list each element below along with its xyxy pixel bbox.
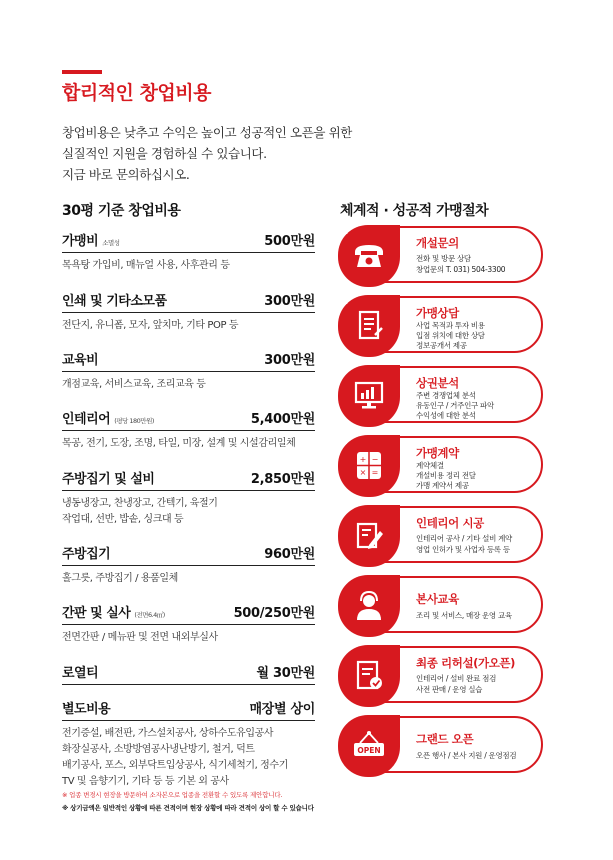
step-title: 인테리어 시공 [416, 516, 484, 530]
cost-desc: 개점교육, 서비스교육, 조리교육 등 [62, 379, 206, 390]
checklist-icon [351, 659, 387, 692]
step-title: 상권분석 [416, 376, 459, 390]
svg-text:×: × [359, 468, 367, 477]
step-desc: 입점 위치에 대한 상담 [416, 331, 485, 340]
cost-price: 300만원 [264, 294, 315, 309]
cost-item-signage [62, 602, 315, 646]
process-step-5 [339, 506, 543, 563]
cost-price: 500/250만원 [233, 606, 315, 621]
cost-desc: TV 및 음향기기, 기타 등 등 기본 외 공사 [62, 776, 229, 787]
cost-price: 매장별 상이 [249, 702, 315, 717]
open-sign-icon [351, 729, 387, 762]
cost-desc: 전면간판 / 메뉴판 및 전면 내외부실사 [62, 632, 218, 643]
cost-item-interior [62, 408, 315, 452]
cost-desc: 냉동냉장고, 찬냉장고, 간텍기, 육절기 [62, 498, 218, 509]
process-step-8 [339, 716, 543, 773]
phone-icon [351, 239, 387, 272]
step-desc: 사업 목적과 투자 비용 [416, 321, 485, 330]
design-pencil-icon [351, 519, 387, 552]
cost-name: 교육비 [62, 353, 99, 368]
step-desc: 인테리어 / 설비 완료 점검 [416, 674, 497, 683]
cost-name: 인쇄 및 기타소모품 [62, 294, 167, 309]
cost-price: 5,400만원 [250, 412, 315, 427]
step-title: 가맹상담 [416, 306, 459, 320]
step-desc: 인테리어 공사 / 기타 설비 계약 [416, 534, 512, 543]
step-desc: 사전 판매 / 운영 실습 [416, 685, 483, 694]
cost-item-printing [62, 290, 315, 334]
step-number: 6 [343, 578, 348, 586]
open-sign-text: OPEN [357, 746, 381, 755]
step-number: 3 [343, 368, 348, 376]
step-number: 2 [343, 298, 348, 306]
cost-desc: 배기공사, 포스, 외부닥트입상공사, 식기세척기, 정수기 [62, 760, 288, 771]
process-step-2 [339, 296, 543, 353]
cost-name: 인테리어 (평당 180만원) [62, 412, 154, 427]
process-step-6 [339, 576, 543, 633]
process-heading: 체계적 · 성공적 가맹절차 [340, 203, 489, 219]
step-desc: 계약체결 [416, 461, 444, 470]
footnote-2: ※ 상기금액은 일반적인 상황에 따른 견적이며 현장 상황에 따라 견적이 상이 할 수 있습니다 [62, 804, 314, 812]
cost-note: (전면6.4㎡) [134, 611, 165, 619]
step-badge [338, 225, 400, 287]
step-badge [338, 365, 400, 427]
cost-item-royalty [62, 662, 315, 685]
step-badge [338, 435, 400, 497]
intro-line: 실질적인 지원을 경험하실 수 있습니다. [62, 146, 267, 161]
intro-text [62, 122, 352, 185]
cost-name: 가맹비 소멸성 [62, 234, 120, 249]
step-desc: 가맹 계약서 제공 [416, 481, 469, 490]
footnote-1: ※ 업종 변경시 현장을 방문하여 소자본으로 업종을 전환할 수 있도록 제안합니다. [62, 791, 283, 799]
intro-line: 지금 바로 문의하십시오. [62, 167, 190, 182]
cost-price: 960만원 [264, 547, 315, 562]
cost-name: 주방집기 [62, 547, 111, 562]
cost-desc: 화장실공사, 소방방염공사냉난방기, 철거, 덕트 [62, 744, 255, 755]
cost-price: 2,850만원 [250, 472, 315, 487]
cost-price: 300만원 [264, 353, 315, 368]
step-title: 최종 리허설(가오픈) [416, 656, 515, 670]
step-desc: 오픈 행사 / 본사 지원 / 운영점검 [416, 751, 517, 760]
cost-desc: 작업대, 선반, 밥솥, 싱크대 등 [62, 514, 184, 525]
cost-item-kitchen-equipment [62, 468, 315, 528]
cost-name: 별도비용 [62, 702, 111, 717]
step-title: 가맹계약 [416, 446, 459, 460]
cost-name: 로열티 [62, 666, 99, 681]
step-number: 1 [343, 228, 348, 236]
step-number: 4 [343, 438, 348, 446]
step-desc: 전화 및 방문 상담 [416, 254, 471, 263]
cost-name: 주방집기 및 설비 [62, 472, 155, 487]
cost-price: 월 30만원 [256, 666, 315, 681]
step-desc: 수익성에 대한 분석 [416, 411, 476, 420]
intro-line: 창업비용은 낮추고 수익은 높이고 성공적인 오픈을 위한 [62, 125, 352, 140]
monitor-chart-icon [351, 379, 387, 412]
cost-desc: 전기증설, 배전판, 가스설치공사, 상하수도유입공사 [62, 728, 274, 739]
person-headset-icon [351, 589, 387, 622]
step-desc: 영업 인허가 및 사업자 등록 등 [416, 545, 510, 554]
step-number: 8 [343, 718, 348, 726]
step-desc: 개설비용 정리 전달 [416, 471, 476, 480]
calculator-icon [351, 449, 387, 482]
step-number: 5 [343, 508, 348, 516]
title-accent-bar [62, 70, 102, 74]
cost-desc: 목욕탕 가입비, 매뉴얼 사용, 사후관리 등 [62, 260, 230, 271]
cost-item-franchise-fee [62, 230, 315, 274]
svg-text:=: = [371, 468, 379, 477]
cost-name: 간판 및 실사 (전면6.4㎡) [62, 606, 165, 621]
cost-desc: 목공, 전기, 도장, 조명, 타일, 미장, 설계 및 시설감리일체 [62, 438, 296, 449]
cost-note: 소멸성 [102, 239, 120, 247]
cost-item-kitchenware [62, 543, 315, 587]
process-step-7 [339, 646, 543, 703]
step-desc: 정보공개서 제공 [416, 341, 467, 350]
process-step-4 [339, 436, 543, 493]
svg-text:−: − [371, 455, 379, 464]
process-step-3 [339, 366, 543, 423]
step-desc: 유동인구 / 거주인구 파악 [416, 401, 494, 410]
step-badge [338, 575, 400, 637]
svg-text:+: + [359, 455, 367, 464]
step-title: 본사교육 [416, 592, 459, 606]
cost-note: (평당 180만원) [114, 417, 154, 425]
step-desc: 주변 경쟁업체 분석 [416, 391, 476, 400]
cost-heading: 30평 기준 창업비용 [62, 203, 181, 219]
step-number: 7 [343, 648, 348, 656]
process-step-1 [339, 226, 543, 283]
cost-price: 500만원 [264, 234, 315, 249]
cost-desc: 전단지, 유니폼, 모자, 앞치마, 기타 POP 등 [62, 320, 239, 331]
step-title: 개설문의 [416, 236, 459, 250]
page-title: 합리적인 창업비용 [62, 82, 211, 104]
document-icon [351, 309, 387, 342]
cost-item-extra [62, 698, 315, 790]
step-desc: 창업문의 T. 031) 504-3300 [416, 265, 506, 274]
step-badge [338, 505, 400, 567]
cost-item-education [62, 349, 315, 393]
step-badge [338, 715, 400, 777]
step-title: 그랜드 오픈 [416, 732, 474, 746]
cost-desc: 홀그릇, 주방집기 / 용품일체 [62, 573, 178, 584]
step-badge [338, 645, 400, 707]
step-badge [338, 295, 400, 357]
step-desc: 조리 및 서비스, 매장 운영 교육 [416, 611, 512, 620]
